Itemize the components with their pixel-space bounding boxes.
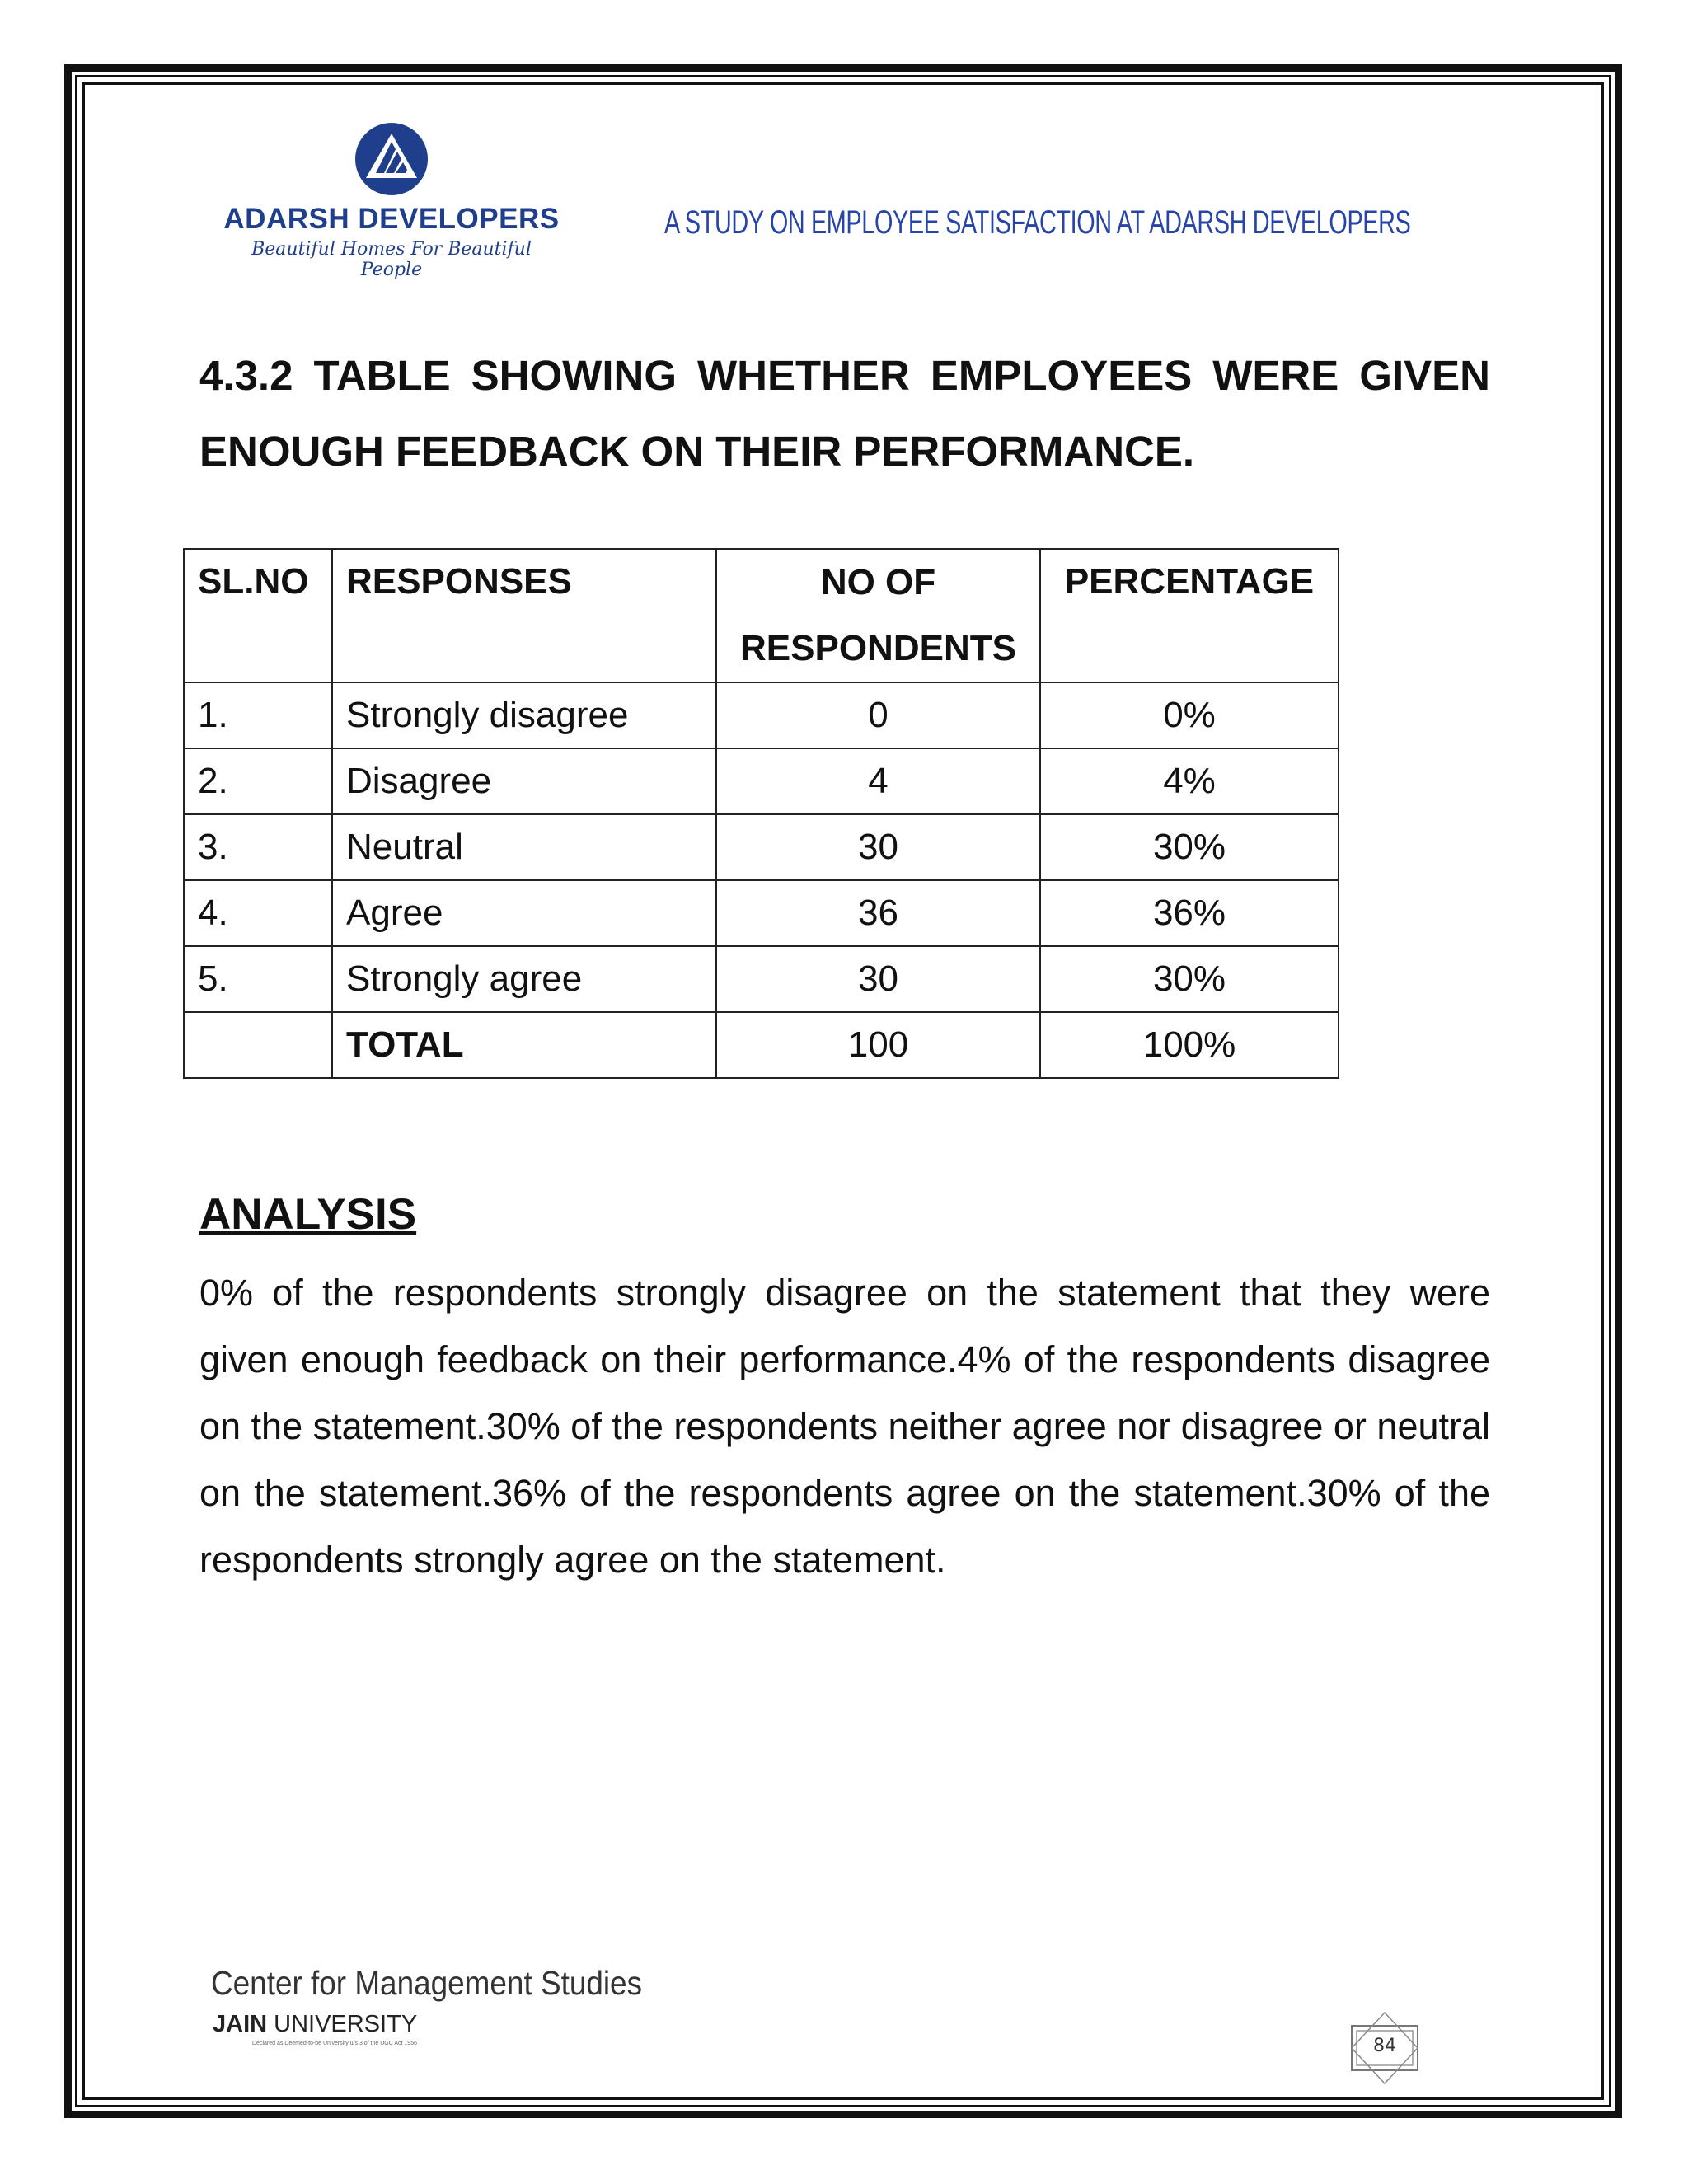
cell-response: Strongly agree bbox=[332, 946, 716, 1012]
running-header-title: A STUDY ON EMPLOYEE SATISFACTION AT ADARSH DEVELOPERS bbox=[664, 204, 1411, 241]
footer-university bbox=[213, 2011, 417, 2038]
cell-count: 0 bbox=[716, 682, 1040, 748]
header-respondents-text: NO OF RESPONDENTS bbox=[740, 562, 1016, 668]
responses-table bbox=[183, 548, 1339, 1079]
analysis-paragraph: 0% of the respondents strongly disagree on the statement that they were given enough feedback on their performance.4% of the respondents disagree on the statement.30% of the respondents neither agree nor disagree or neutral on the statement.36% of the respondents agree on the statement.30% of the respondents strongly agree on the statement. bbox=[199, 1272, 1491, 1581]
table-header-row bbox=[184, 549, 1339, 682]
header-percentage: PERCENTAGE bbox=[1040, 549, 1339, 682]
cell-percent: 30% bbox=[1040, 814, 1339, 880]
table-row bbox=[184, 814, 1339, 880]
cell-slno bbox=[184, 1012, 332, 1078]
cell-slno: 5. bbox=[184, 946, 332, 1012]
cell-response: Neutral bbox=[332, 814, 716, 880]
cell-slno: 1. bbox=[184, 682, 332, 748]
logo-tagline: Beautiful Homes For Beautiful People bbox=[251, 239, 532, 280]
table-row bbox=[184, 682, 1339, 748]
cell-count: 36 bbox=[716, 880, 1040, 946]
analysis-heading: ANALYSIS bbox=[199, 1190, 417, 1239]
logo-company-name: ADARSH DEVELOPERS bbox=[223, 203, 560, 235]
cell-response: Agree bbox=[332, 880, 716, 946]
cell-total-label bbox=[332, 1012, 716, 1078]
footer-fine-print: Declared as Deemed-to-be University u/s 3 of the UGC Act 1956 bbox=[252, 2041, 417, 2046]
cell-total-count: 100 bbox=[716, 1012, 1040, 1078]
cell-count: 30 bbox=[716, 946, 1040, 1012]
cell-count: 4 bbox=[716, 748, 1040, 814]
cell-percent: 30% bbox=[1040, 946, 1339, 1012]
cell-response: Disagree bbox=[332, 748, 716, 814]
cell-percent: 4% bbox=[1040, 748, 1339, 814]
section-heading: 4.3.2 TABLE SHOWING WHETHER EMPLOYEES WERE GIVEN ENOUGH FEEDBACK ON THEIR PERFORMANCE. bbox=[199, 352, 1490, 475]
company-logo bbox=[223, 122, 560, 280]
cell-slno: 3. bbox=[184, 814, 332, 880]
cell-percent: 0% bbox=[1040, 682, 1339, 748]
total-label: TOTAL bbox=[346, 1024, 464, 1065]
header-respondents bbox=[716, 549, 1040, 682]
footer-center-name: Center for Management Studies bbox=[211, 1964, 643, 2002]
logo-triangle-icon bbox=[354, 122, 429, 196]
footer-university-rest: UNIVERSITY bbox=[267, 2011, 418, 2037]
header-responses: RESPONSES bbox=[332, 549, 716, 682]
header-slno: SL.NO bbox=[184, 549, 332, 682]
table-row bbox=[184, 946, 1339, 1012]
table-row bbox=[184, 880, 1339, 946]
table-total-row bbox=[184, 1012, 1339, 1078]
footer-university-bold: JAIN bbox=[213, 2011, 268, 2037]
cell-total-percent: 100% bbox=[1040, 1012, 1339, 1078]
cell-count: 30 bbox=[716, 814, 1040, 880]
table-row bbox=[184, 748, 1339, 814]
cell-percent: 36% bbox=[1040, 880, 1339, 946]
cell-response: Strongly disagree bbox=[332, 682, 716, 748]
page-number-badge bbox=[1345, 2011, 1424, 2085]
page-number: 84 bbox=[1373, 2036, 1396, 2056]
cell-slno: 2. bbox=[184, 748, 332, 814]
cell-slno: 4. bbox=[184, 880, 332, 946]
